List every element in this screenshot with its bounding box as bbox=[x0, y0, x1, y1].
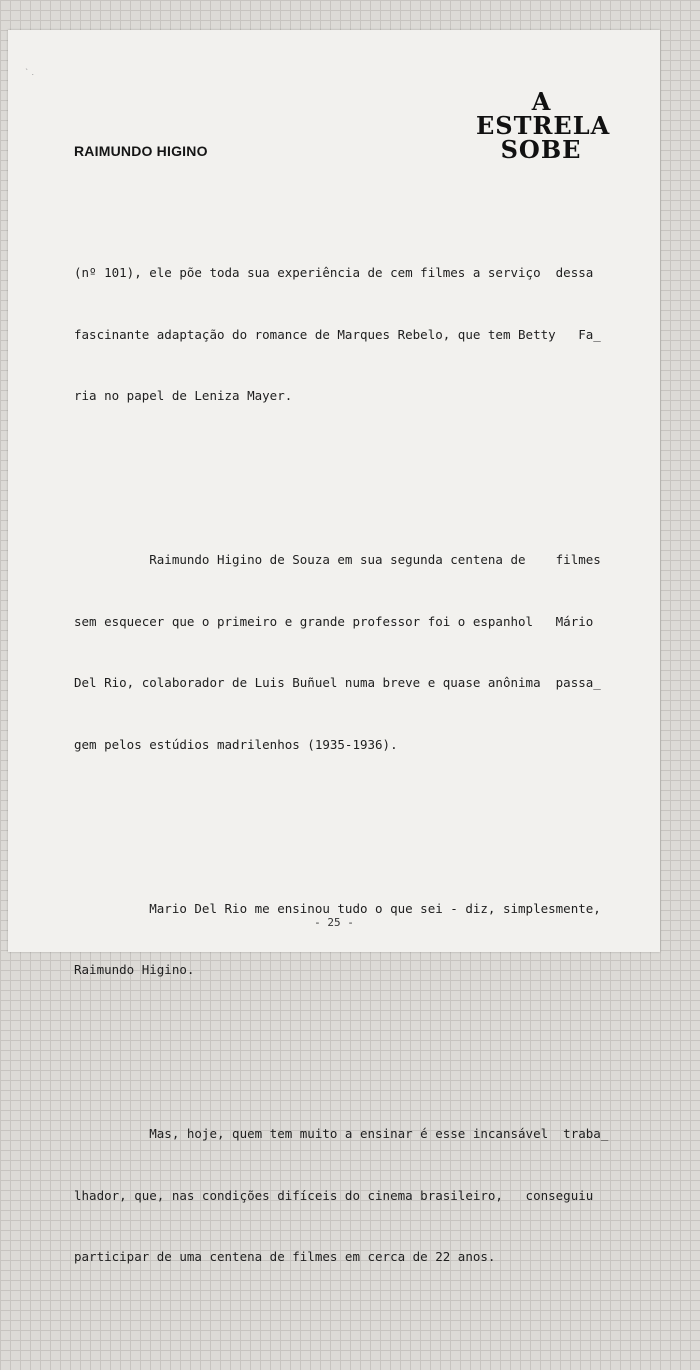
text-line: sem esquecer que o primeiro e grande professor foi o espanhol Mário bbox=[74, 613, 594, 629]
page-number: - 25 - bbox=[314, 916, 354, 929]
text-line: Mas, hoje, quem tem muito a ensinar é esse incansável traba̲ bbox=[74, 1126, 609, 1141]
text-line: lhador, que, nas condições difíceis do cinema brasileiro, conseguiu bbox=[74, 1187, 594, 1203]
text-line: Raimundo Higino. bbox=[74, 962, 195, 977]
logo-a-estrela-sobe bbox=[476, 87, 611, 164]
logo-line-1: A bbox=[531, 87, 551, 116]
text-line: (nº 101), ele põe toda sua experiência de cem filmes a serviço dessa bbox=[74, 265, 594, 280]
text-line: Mario Del Rio me ensinou tudo o que sei - diz, simplesmente, bbox=[74, 900, 601, 916]
paper-speck-marks: ` . bbox=[25, 68, 35, 77]
paragraph-3 bbox=[74, 858, 634, 1022]
author-heading: RAIMUNDO HIGINO bbox=[74, 143, 208, 159]
logo-line-2: ESTRELA bbox=[476, 111, 611, 140]
text-line: fascinante adaptação do romance de Marques Rebelo, que tem Betty Fa̲ bbox=[74, 326, 601, 342]
document-page bbox=[8, 30, 660, 1264]
document-body bbox=[74, 181, 634, 1370]
text-line: gem pelos estúdios madrilenhos (1935-1936). bbox=[74, 736, 398, 752]
text-line: participar de uma centena de filmes em cerca de 22 anos. bbox=[74, 1249, 496, 1264]
paragraph-2 bbox=[74, 509, 634, 796]
text-line: ria no papel de Leniza Mayer. bbox=[74, 388, 293, 403]
paragraph-1 bbox=[74, 222, 634, 448]
logo-line-3: SOBE bbox=[500, 135, 582, 164]
text-line: Del Rio, colaborador de Luis Buñuel numa breve e quase anônima passa̲ bbox=[74, 675, 601, 690]
text-line: Raimundo Higino de Souza em sua segunda centena de filmes bbox=[74, 552, 601, 567]
paragraph-4 bbox=[74, 1083, 634, 1309]
